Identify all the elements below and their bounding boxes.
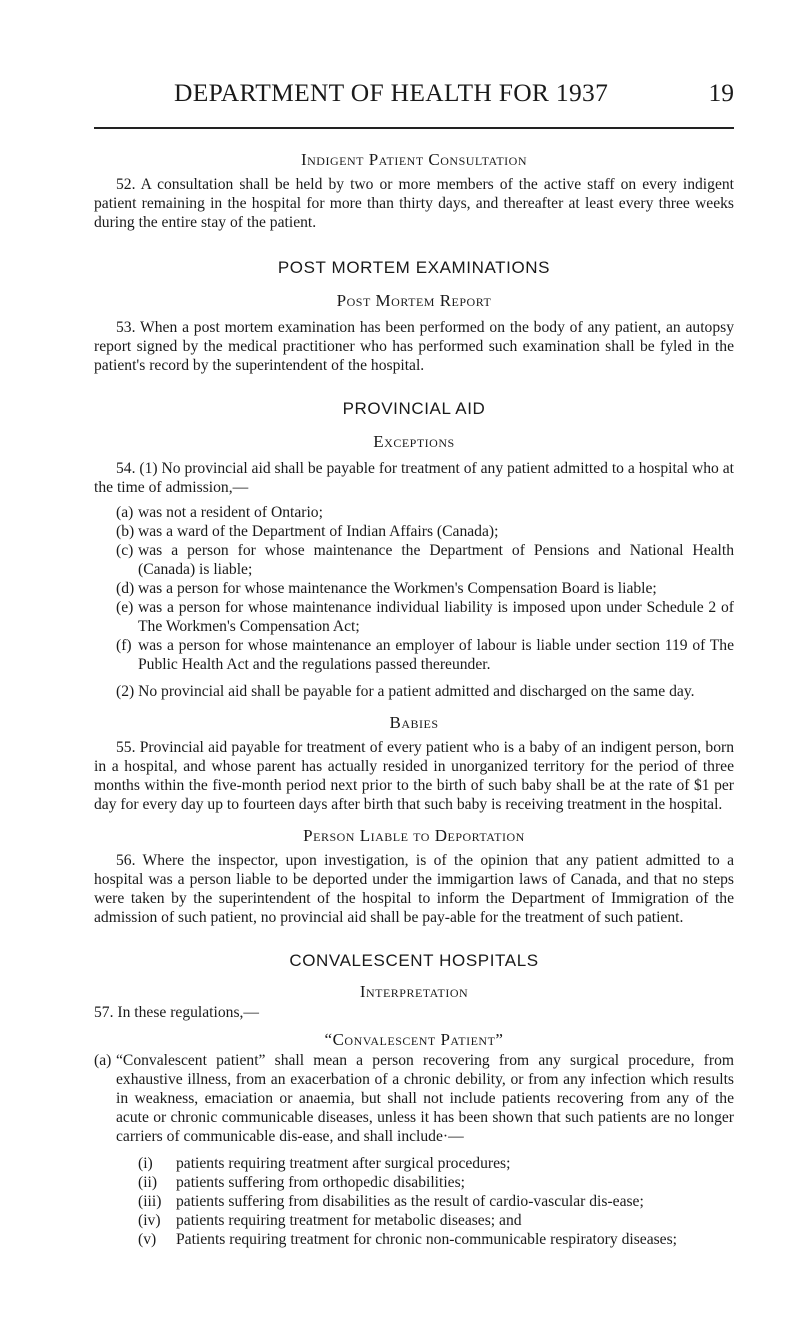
list-item: (a) was not a resident of Ontario; <box>116 504 323 521</box>
list-item: (iii) patients suffering from disabilities as the result of cardio-vascular dis-ease; <box>138 1193 644 1210</box>
paragraph-56: 56. Where the inspector, upon investigation, is of the opinion that any patient admitted to a hospital was a person liable to be deported under the immigartion laws of Canada, and that no steps were taken by the superintendent of the hospital to inform the Department of Immigration of the admission of such patient, no provincial aid shall be pay-able for the treatment of such patient. <box>94 852 734 926</box>
list-item: (v) Patients requiring treatment for chronic non-communicable respiratory diseases; <box>138 1231 678 1248</box>
heading-babies: Babies <box>389 713 439 732</box>
heading-indigent: Indigent Patient Consultation <box>300 150 528 169</box>
exceptions-list <box>116 503 734 674</box>
list-item: (ii) patients suffering from orthopedic disabilities; <box>138 1174 466 1191</box>
paragraph-52: 52. A consultation shall be held by two or more members of the active staff on every indigent patient remaining in the hospital for more than thirty days, and thereafter at least every three weeks during the entire stay of the patient. <box>94 176 734 231</box>
heading-convalescent-hospitals: CONVALESCENT HOSPITALS <box>289 951 539 970</box>
heading-post-mortem-report: Post Mortem Report <box>336 291 492 310</box>
paragraph-53: 53. When a post mortem examination has been performed on the body of any patient, an autopsy report signed by the medical practitioner who has performed such examination shall be fyled in the patient's record by the superintendent of the hospital. <box>94 319 734 374</box>
heading-exceptions: Exceptions <box>373 432 455 451</box>
paragraph-55: 55. Provincial aid payable for treatment of every patient who is a baby of an indigent person, born in a hospital, and whose parent has actually resided in unorganized territory for the period of three months within the five-month period next prior to the birth of such baby shall be at the rate of $1 per day for every day up to fourteen days after birth that such baby is receiving treatment in the hospital. <box>94 739 734 813</box>
page-header <box>94 78 734 128</box>
heading-provincial-aid: PROVINCIAL AID <box>342 399 486 418</box>
list-item: (d) was a person for whose maintenance the Workmen's Compensation Board is liable; <box>116 580 657 597</box>
heading-post-mortem-examinations: POST MORTEM EXAMINATIONS <box>277 258 551 277</box>
list-item: (iv) patients requiring treatment for metabolic diseases; and <box>138 1212 522 1229</box>
paragraph-54-1: 54. (1) No provincial aid shall be payable for treatment of any patient admitted to a hospital who at the time of admission,— <box>94 460 734 496</box>
list-item: (b) was a ward of the Department of Indian Affairs (Canada); <box>116 523 499 540</box>
definition-a: (a) “Convalescent patient” shall mean a person recovering from any surgical procedure, from exhaustive illness, from an exacerbation of a chronic debility, or from any infection which results in weakness, emaciation or anaemia, but shall not include patients recovering from any of the acute or chronic communicable diseases, unless it has been shown that such patients are no longer carriers of communicable dis-ease, and shall include·— <box>94 1052 734 1145</box>
header-rule <box>94 127 734 129</box>
heading-deportation: Person Liable to Deportation <box>303 826 525 845</box>
list-item: (i) patients requiring treatment after surgical procedures; <box>138 1155 511 1172</box>
heading-interpretation: Interpretation <box>359 982 469 1001</box>
list-item: (f) was a person for whose maintenance an employer of labour is liable under section 119 of The Public Health Act and the regulations passed thereunder. <box>116 637 734 673</box>
paragraph-54-2: (2) No provincial aid shall be payable for a patient admitted and discharged on the same day. <box>116 683 695 700</box>
page-title: DEPARTMENT OF HEALTH FOR 1937 <box>174 78 609 107</box>
page-number: 19 <box>708 78 734 107</box>
list-item: (e) was a person for whose maintenance individual liability is imposed upon under Schedule 2 of The Workmen's Compensation Act; <box>116 599 734 635</box>
convalescent-categories-list <box>116 1154 734 1249</box>
paragraph-57: 57. In these regulations,— <box>94 1004 259 1021</box>
list-item: (c) was a person for whose maintenance the Department of Pensions and National Health (Canada) is liable; <box>116 542 734 578</box>
page-body <box>94 150 734 1249</box>
heading-convalescent-patient: “Convalescent Patient” <box>324 1030 504 1049</box>
